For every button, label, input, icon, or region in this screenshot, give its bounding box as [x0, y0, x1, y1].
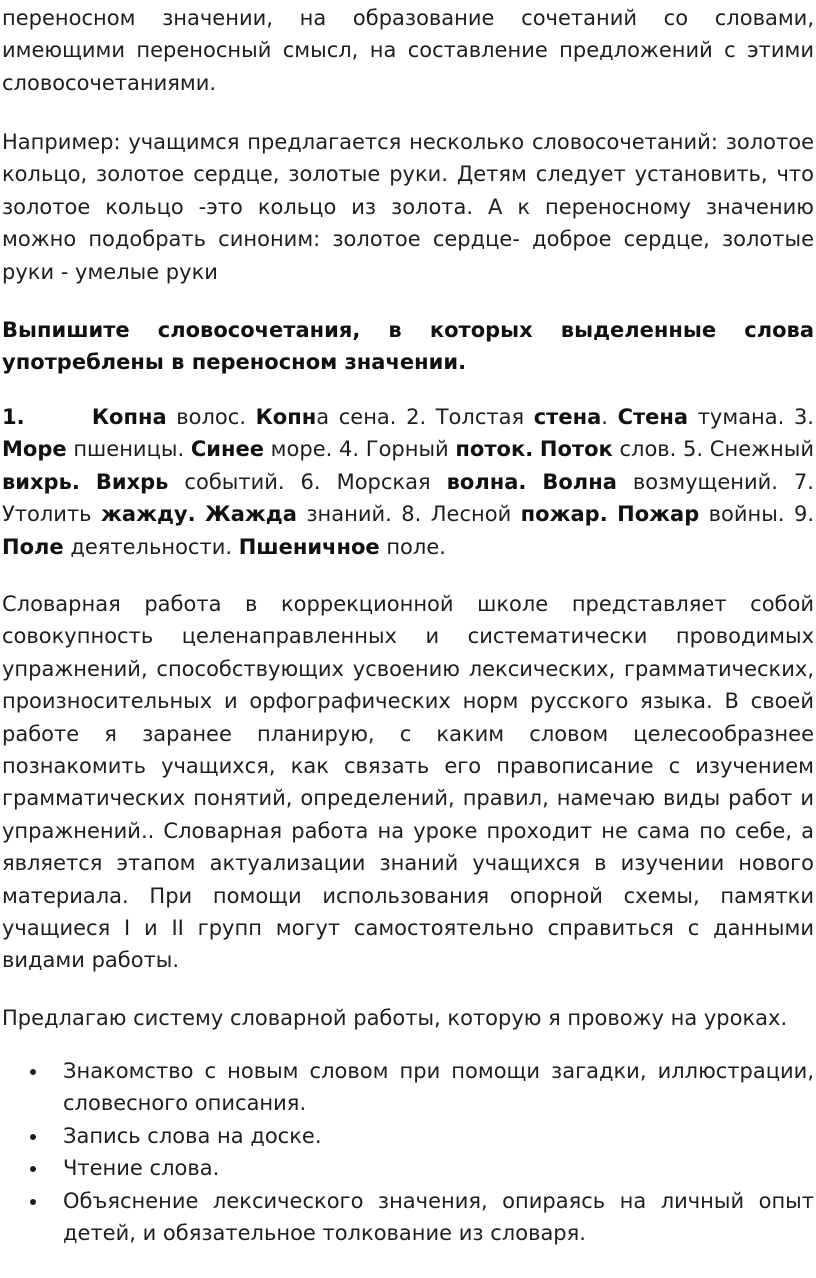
highlighted-word: пожар. [520, 502, 608, 527]
highlighted-word: Море [2, 437, 67, 462]
highlighted-word: Вихрь [95, 469, 169, 494]
highlighted-word: поток. [455, 437, 534, 462]
bullet-icon [30, 1166, 36, 1172]
highlighted-word: Пожар [617, 502, 700, 527]
bullet-icon [30, 1199, 36, 1205]
highlighted-word: жажду. [101, 502, 196, 527]
bullet-icon [30, 1134, 36, 1140]
example-paragraph: Например: учащимся предлагается несколько словосочетаний: золотое кольцо, золотое сердце, золотые руки. Детям следует установить, что золотое кольцо -это кольцо из золота. А к переносному значению можно подобрать синоним: золотое сердце- доброе сердце, золотые руки - умелые руки [2, 130, 814, 284]
intro-paragraph: переносном значении, на образование сочетаний со словами, имеющими переносный смысл, на составление предложений с этими словосочетаниями. [2, 6, 814, 95]
system-intro-paragraph: Предлагаю систему словарной работы, которую я провожу на уроках. [2, 1006, 788, 1030]
highlighted-word: Копна [91, 405, 167, 429]
list-item: Знакомство с новым словом при помощи загадки, иллюстрации, словесного описания. [0, 1055, 814, 1120]
vocabulary-work-paragraph: Словарная работа в коррекционной школе представляет собой совокупность целенаправленных и систематически проводимых упражнений, способствующих усвоению лексических, грамматических, произносительных и орфографических норм русского языка. В своей работе я заранее планирую, с каким словом целесообразнее познакомить учащихся, как связать его правописание с изучением грамматических понятий, определений, правил, намечаю виды работ и упражнений.. Словарная работа на уроке проходит не сама по себе, а является этапом актуализации знаний учащихся в изучении нового материала. При помощи использования опорной схемы, памятки учащиеся I и II групп могут самостоятельно справиться с данными видами работы. [2, 592, 814, 973]
task-heading: Выпишите словосочетания, в которых выделенные слова употреблены в переносном значении. [2, 318, 814, 375]
highlighted-word: стена [533, 405, 602, 429]
exercise-number: 1. [2, 405, 25, 429]
bullet-icon [30, 1069, 36, 1075]
highlighted-word: Поток [539, 437, 613, 462]
highlighted-word: Стена [617, 405, 689, 429]
highlighted-word: Копн [255, 405, 317, 429]
exercise-list: 1. Копна волос. Копна сена. 2. Толстая стена. Стена тумана. 3. Море пшеницы. Синее море. 4. Горный поток. Поток слов. 5. Снежный вихрь. Вихрь событий. 6. Морская волна. Волна возмущений. 7. Утолить жажду. Жажда знаний. 8. Лесной пожар. Пожар войны. 9. Поле деятельности. Пшеничное поле. [2, 405, 814, 559]
highlighted-word: Жажда [205, 502, 297, 527]
highlighted-word: волна. [446, 469, 527, 494]
bullet-list [0, 1055, 816, 1249]
list-item: Чтение слова. [0, 1152, 814, 1184]
list-item: Объяснение лексического значения, опираясь на личный опыт детей, и обязательное толкование из словаря. [0, 1185, 814, 1250]
highlighted-word: Пшеничное [238, 534, 380, 559]
list-item: Запись слова на доске. [0, 1120, 814, 1152]
highlighted-word: Синее [190, 437, 264, 462]
highlighted-word: Поле [2, 534, 64, 559]
highlighted-word: вихрь. [2, 469, 80, 494]
highlighted-word: Волна [542, 469, 617, 494]
